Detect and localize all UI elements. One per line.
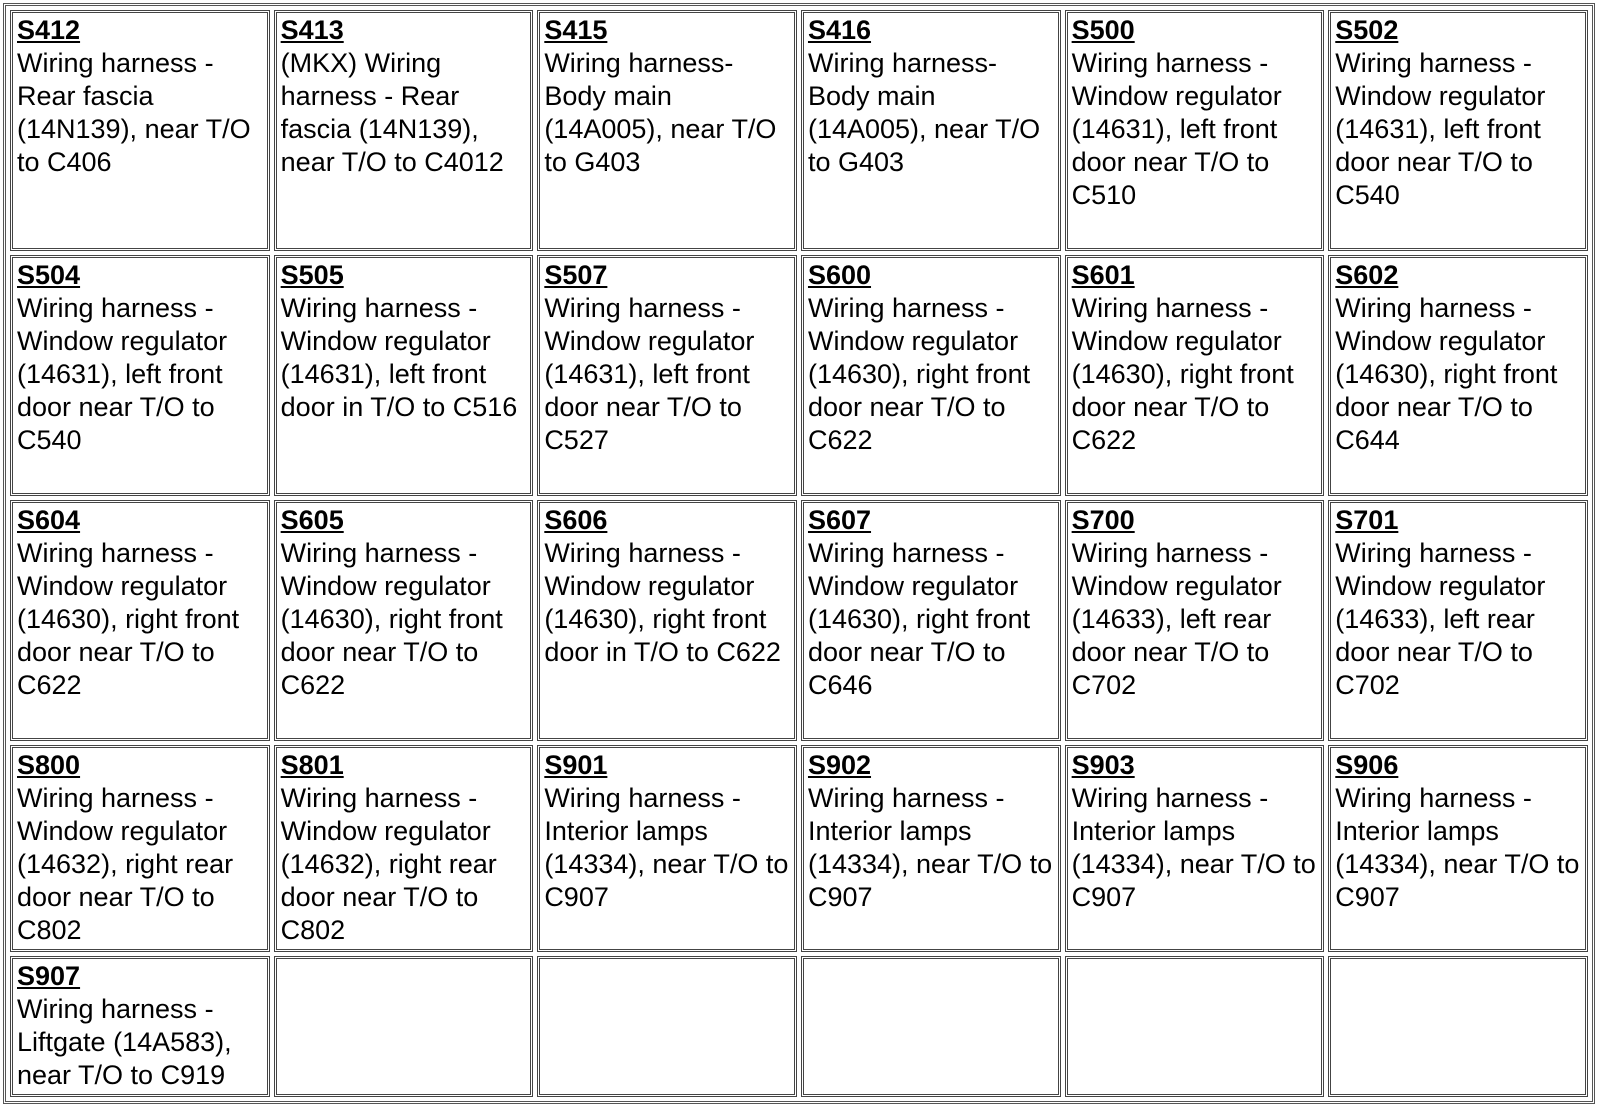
splice-description: Wiring harness - Window regulator (14630), right front door near T/O to C646 (807, 538, 1031, 700)
table-cell (537, 255, 797, 496)
splice-description: (MKX) Wiring harness - Rear fascia (14N139), near T/O to C4012 (280, 48, 504, 177)
table-row (10, 745, 1588, 952)
table-cell (537, 745, 797, 952)
splice-description: Wiring harness - Window regulator (14630), right front door near T/O to C644 (1335, 293, 1558, 455)
splice-description: Wiring harness - Interior lamps (14334), near T/O to C907 (1335, 783, 1580, 912)
splice-code: S604 (17, 505, 81, 535)
empty-cell (537, 956, 797, 1097)
splice-description: Wiring harness - Window regulator (14631), left front door near T/O to C540 (17, 293, 228, 455)
splice-code: S507 (544, 260, 608, 290)
table-cell (274, 500, 534, 741)
splice-code: S500 (1071, 15, 1135, 45)
splice-table (3, 3, 1595, 1104)
splice-description: Wiring harness - Rear fascia (14N139), near T/O to C406 (17, 48, 251, 177)
table-row (10, 10, 1588, 251)
splice-description: Wiring harness - Window regulator (14631), left front door near T/O to C540 (1335, 48, 1546, 210)
splice-description: Wiring harness - Window regulator (14632), right rear door near T/O to C802 (17, 783, 234, 945)
splice-description: Wiring harness - Window regulator (14630), right front door near T/O to C622 (1071, 293, 1294, 455)
splice-table-body (10, 10, 1588, 1097)
splice-description: Wiring harness - Window regulator (14630), right front door near T/O to C622 (807, 293, 1031, 455)
table-cell (1328, 745, 1588, 952)
splice-code: S903 (1071, 750, 1135, 780)
table-cell (1065, 255, 1325, 496)
splice-description: Wiring harness - Window regulator (14633), left rear door near T/O to C702 (1335, 538, 1546, 700)
table-row (10, 255, 1588, 496)
splice-description: Wiring harness - Window regulator (14631), left front door in T/O to C516 (280, 293, 518, 422)
splice-code: S906 (1335, 750, 1399, 780)
splice-description: Wiring harness - Window regulator (14630), right front door in T/O to C622 (544, 538, 781, 667)
splice-code: S413 (280, 15, 344, 45)
splice-code: S415 (544, 15, 608, 45)
splice-code: S607 (807, 505, 872, 535)
splice-description: Wiring harness - Interior lamps (14334), near T/O to C907 (544, 783, 789, 912)
empty-cell (1328, 956, 1588, 1097)
splice-description: Wiring harness - Window regulator (14630), right front door near T/O to C622 (280, 538, 503, 700)
table-cell (10, 255, 270, 496)
empty-cell (801, 956, 1061, 1097)
splice-code: S412 (17, 15, 81, 45)
splice-code: S601 (1071, 260, 1135, 290)
splice-description: Wiring harness - Window regulator (14630), right front door near T/O to C622 (17, 538, 240, 700)
splice-code: S801 (280, 750, 344, 780)
splice-code: S901 (544, 750, 608, 780)
splice-description: Wiring harness- Body main (14A005), near T/O to G403 (544, 48, 777, 177)
table-cell (1065, 500, 1325, 741)
table-cell (801, 255, 1061, 496)
table-cell (274, 255, 534, 496)
table-cell (1328, 255, 1588, 496)
empty-cell (1065, 956, 1325, 1097)
splice-code: S605 (280, 505, 344, 535)
table-cell (1328, 500, 1588, 741)
splice-code: S902 (807, 750, 872, 780)
table-cell (1328, 10, 1588, 251)
table-cell (801, 500, 1061, 741)
splice-description: Wiring harness - Interior lamps (14334), near T/O to C907 (1071, 783, 1316, 912)
table-cell (1065, 745, 1325, 952)
splice-code: S701 (1335, 505, 1399, 535)
table-cell (274, 10, 534, 251)
splice-description: Wiring harness - Window regulator (14633), left rear door near T/O to C702 (1071, 538, 1282, 700)
splice-description: Wiring harness - Liftgate (14A583), near T/O to C919 (17, 994, 232, 1090)
splice-code: S907 (17, 961, 81, 991)
splice-code: S502 (1335, 15, 1399, 45)
table-cell (537, 500, 797, 741)
splice-description: Wiring harness - Window regulator (14632), right rear door near T/O to C802 (280, 783, 497, 945)
table-cell (1065, 10, 1325, 251)
empty-cell (274, 956, 534, 1097)
splice-description: Wiring harness - Interior lamps (14334), near T/O to C907 (807, 783, 1053, 912)
splice-description: Wiring harness - Window regulator (14631), left front door near T/O to C527 (544, 293, 755, 455)
splice-code: S416 (807, 15, 872, 45)
splice-code: S606 (544, 505, 608, 535)
table-cell (10, 10, 270, 251)
table-cell (801, 10, 1061, 251)
table-cell (801, 745, 1061, 952)
splice-code: S700 (1071, 505, 1135, 535)
table-cell (274, 745, 534, 952)
table-cell (10, 500, 270, 741)
splice-code: S800 (17, 750, 81, 780)
splice-code: S600 (807, 260, 872, 290)
table-cell (10, 745, 270, 952)
splice-code: S504 (17, 260, 81, 290)
table-row (10, 500, 1588, 741)
splice-code: S602 (1335, 260, 1399, 290)
table-row (10, 956, 1588, 1097)
table-cell (537, 10, 797, 251)
splice-description: Wiring harness- Body main (14A005), near T/O to G403 (807, 48, 1041, 177)
splice-code: S505 (280, 260, 344, 290)
splice-description: Wiring harness - Window regulator (14631), left front door near T/O to C510 (1071, 48, 1282, 210)
table-cell (10, 956, 270, 1097)
